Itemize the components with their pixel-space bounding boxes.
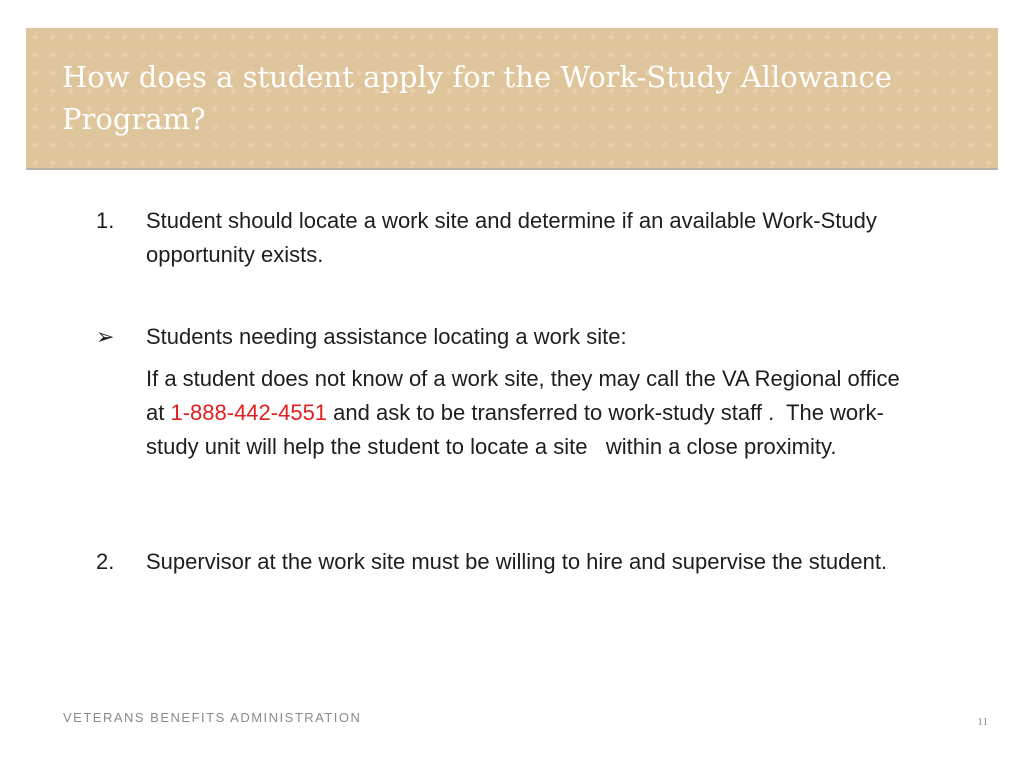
paragraph-text: and ask to be transferred to work-study staff . The work-study unit will help the student to locate a site within a close proximity. bbox=[146, 400, 884, 459]
phone-number: 1-888-442-4551 bbox=[170, 400, 328, 425]
list-text: Student should locate a work site and determine if an available Work-Study opportunity exists. bbox=[146, 208, 877, 267]
page-number: 11 bbox=[977, 716, 988, 728]
slide-title: How does a student apply for the Work-Study Allowance Program? bbox=[62, 60, 892, 136]
list-text: Students needing assistance locating a work site: bbox=[146, 324, 627, 349]
paragraph-text: If a student does not know of a work site, they may call the VA Regional office at bbox=[146, 366, 900, 425]
list-number: 2. bbox=[96, 549, 115, 574]
list-number: 1. bbox=[96, 208, 115, 233]
title-banner bbox=[26, 28, 998, 170]
list-text: Supervisor at the work site must be willing to hire and supervise the student. bbox=[146, 549, 888, 574]
list-paragraph bbox=[146, 362, 906, 464]
footer-label: VETERANS BENEFITS ADMINISTRATION bbox=[63, 710, 362, 725]
arrow-bullet-icon: ➢ bbox=[96, 324, 115, 349]
